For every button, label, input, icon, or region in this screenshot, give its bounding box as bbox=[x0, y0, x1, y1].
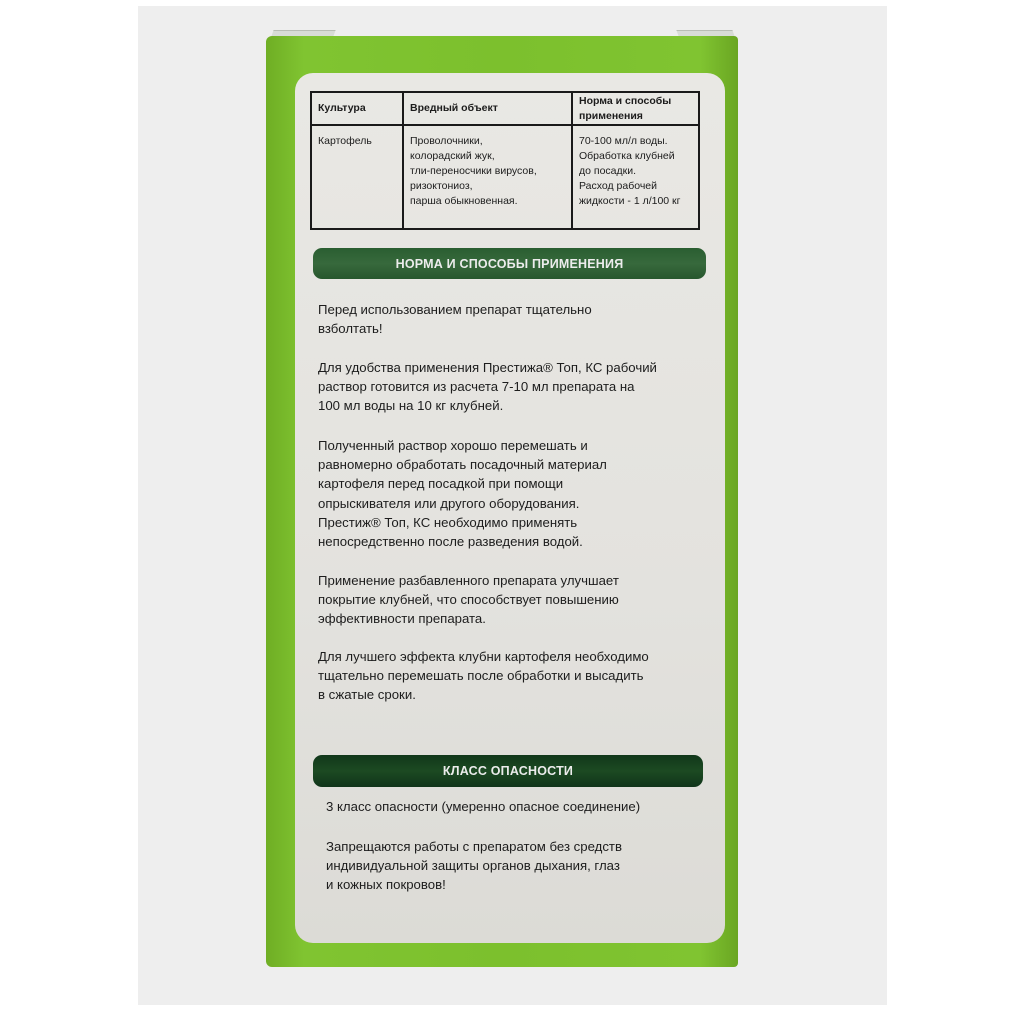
paragraph-solution-prep bbox=[318, 358, 708, 416]
header-text: применения bbox=[579, 110, 643, 122]
table-header-pest bbox=[404, 93, 573, 126]
text-line: индивидуальной защиты органов дыхания, глаз bbox=[326, 858, 620, 874]
cell-line: Расход рабочей bbox=[579, 180, 658, 192]
cell-line: Обработка клубней bbox=[579, 150, 675, 162]
text-line: взболтать! bbox=[318, 321, 383, 337]
text-line: Для лучшего эффекта клубни картофеля необходимо bbox=[318, 649, 649, 664]
cell-line: колорадский жук, bbox=[410, 150, 495, 162]
text-line: 3 класс опасности (умеренно опасное соединение) bbox=[326, 799, 641, 814]
text-line: Запрещаются работы с препаратом без средств bbox=[326, 839, 622, 854]
section-title: КЛАСС ОПАСНОСТИ bbox=[442, 764, 574, 778]
text-line: Для удобства применения Престижа® Топ, КС рабочий bbox=[318, 360, 657, 375]
cell-line: до посадки. bbox=[579, 165, 637, 177]
paragraph-dilution-benefit bbox=[318, 571, 708, 629]
paragraph-hazard-class bbox=[326, 797, 716, 816]
table-cell-pests bbox=[404, 126, 573, 228]
text-line: Перед использованием препарат тщательно bbox=[318, 302, 592, 317]
text-line: опрыскивателя или другого оборудования. bbox=[318, 495, 580, 511]
paragraph-best-effect bbox=[318, 647, 708, 705]
cell-line: ризоктониоз, bbox=[410, 180, 473, 192]
text-line: 100 мл воды на 10 кг клубней. bbox=[318, 398, 504, 414]
cell-text: Картофель bbox=[318, 135, 372, 147]
text-line: в сжатые сроки. bbox=[318, 687, 416, 703]
section-title: НОРМА И СПОСОБЫ ПРИМЕНЕНИЯ bbox=[395, 256, 624, 271]
text-line: эффективности препарата. bbox=[318, 611, 486, 627]
section-header-application bbox=[313, 248, 706, 279]
text-line: раствор готовится из расчета 7-10 мл препарата на bbox=[318, 379, 635, 395]
application-table bbox=[310, 91, 700, 230]
paragraph-shake bbox=[318, 300, 708, 338]
cell-line: жидкости - 1 л/100 кг bbox=[579, 195, 681, 207]
cell-line: 70-100 мл/л воды. bbox=[579, 135, 668, 147]
text-line: тщательно перемешать после обработки и высадить bbox=[318, 668, 644, 684]
text-line: непосредственно после разведения водой. bbox=[318, 534, 583, 550]
text-line: картофеля перед посадкой при помощи bbox=[318, 476, 564, 492]
header-text: Норма и способы bbox=[579, 95, 672, 107]
cell-line: Проволочники, bbox=[410, 135, 483, 147]
text-line: равномерно обработать посадочный материал bbox=[318, 457, 607, 473]
table-header-culture bbox=[312, 93, 404, 126]
paragraph-treatment bbox=[318, 436, 708, 551]
table-header-norm bbox=[573, 93, 698, 126]
cell-line: тли-переносчики вирусов, bbox=[410, 165, 537, 177]
text-line: и кожных покровов! bbox=[326, 877, 446, 893]
text-line: покрытие клубней, что способствует повышению bbox=[318, 592, 619, 608]
header-text: Вредный объект bbox=[410, 102, 498, 114]
section-header-hazard-class bbox=[313, 755, 703, 787]
table-cell-culture bbox=[312, 126, 404, 228]
text-line: Престиж® Топ, КС необходимо применять bbox=[318, 514, 578, 530]
text-line: Полученный раствор хорошо перемешать и bbox=[318, 438, 588, 453]
cell-line: парша обыкновенная. bbox=[410, 195, 518, 207]
header-text: Культура bbox=[318, 102, 366, 114]
table-cell-norm bbox=[573, 126, 698, 228]
paragraph-ppe-warning bbox=[326, 837, 716, 895]
text-line: Применение разбавленного препарата улучшает bbox=[318, 573, 619, 588]
